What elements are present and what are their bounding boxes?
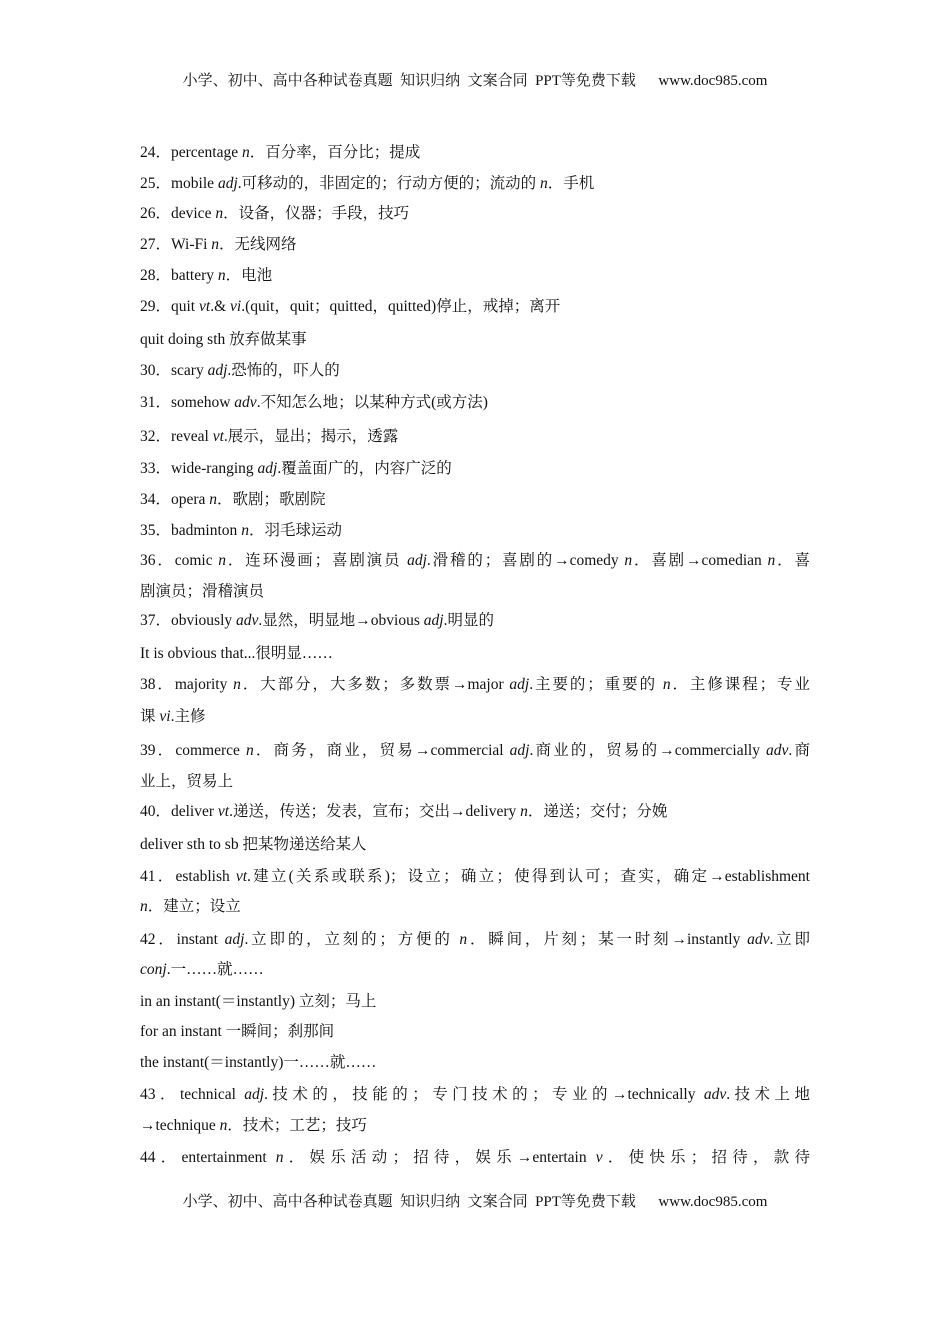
vocabulary-line [140,427,810,447]
line-text: ．羽毛球运动 [248,522,342,539]
vocabulary-line [140,521,810,541]
part-of-speech: v [595,1149,603,1166]
line-text: 33．wide-ranging [140,460,258,477]
vocabulary-line [140,266,810,286]
vocabulary-line [140,897,810,917]
line-text: 36．comic [140,552,219,569]
part-of-speech: n [219,1117,228,1134]
line-text: 43．technical [140,1086,245,1103]
part-of-speech: conj [140,961,167,978]
line-text: .可移动的，非固定的；行动方便的；流动的 [237,175,541,192]
vocabulary-line [140,361,810,381]
part-of-speech: adv [766,742,789,759]
line-text: .(quit，quit；quitted，quitted)停止，戒掉；离开 [241,298,561,315]
part-of-speech: n [245,742,254,759]
line-text: .主修 [170,708,206,725]
vocabulary-line [140,297,810,317]
vocabulary-line [140,459,810,479]
vocabulary-line [140,611,810,631]
line-text: .展示，显出；揭示，透露 [223,428,399,445]
vocabulary-line [140,235,810,255]
line-text: ．喜剧→comedian [632,552,768,569]
line-text: 35．badminton [140,522,242,539]
part-of-speech: n [767,552,776,569]
vocabulary-line [140,835,810,855]
line-text: .技术的，技能的；专门技术的；专业的→technically [264,1086,704,1103]
line-text: 26．device [140,205,216,222]
line-text: ．无线网络 [219,236,297,253]
part-of-speech: adv [703,1086,727,1103]
line-text: ．使快乐；招待，款待 [602,1149,810,1166]
vocabulary-line [140,551,810,571]
line-text: .滑稽的；喜剧的→comedy [426,552,625,569]
line-text: .立即的，立刻的；方便的 [244,931,460,948]
vocabulary-line [140,772,810,792]
part-of-speech: adj [509,676,530,693]
vocabulary-line [140,1148,810,1168]
part-of-speech: vt [212,428,224,445]
vocabulary-line [140,393,810,413]
part-of-speech: adv [747,931,770,948]
line-text: 42．instant [140,931,225,948]
line-text: .显然，明显地→obvious [258,612,424,629]
part-of-speech: adj [509,742,530,759]
part-of-speech: n [241,522,249,539]
line-text: 28．battery [140,267,218,284]
vocabulary-line [140,1116,810,1136]
line-text: ．手机 [547,175,595,192]
part-of-speech: vt [199,298,211,315]
line-text: in an instant(＝instantly) 立刻；马上 [140,993,377,1010]
line-text: ．技术；工艺；技巧 [227,1117,367,1134]
line-text: 37．obviously [140,612,237,629]
line-text: ．连环漫画；喜剧演员 [226,552,408,569]
part-of-speech: n [140,898,148,915]
line-text: 32．reveal [140,428,213,445]
part-of-speech: n [242,144,250,161]
part-of-speech: adv [234,394,257,411]
line-text: 41．establish [140,868,236,885]
line-text: 44．entertainment [140,1149,276,1166]
line-text: 课 [140,708,160,725]
line-text: ．歌剧；歌剧院 [217,491,326,508]
page-header: 小学、初中、高中各种试卷真题 知识归纳 文案合同 PPT等免费下载 www.doc985.com [182,73,768,89]
line-text: ．百分率，百分比；提成 [249,144,421,161]
vocabulary-line [140,802,810,822]
line-text: ．电池 [225,267,273,284]
vocabulary-line [140,675,810,695]
part-of-speech: vt [235,868,248,885]
part-of-speech: n [459,931,468,948]
line-text: 30．scary [140,362,208,379]
line-text: 25．mobile [140,175,218,192]
part-of-speech: n [520,803,528,820]
line-text: .不知怎么地；以某种方式(或方法) [256,394,488,411]
part-of-speech: n [662,676,671,693]
line-text: 31．somehow [140,394,235,411]
line-text: .覆盖面广的，内容广泛的 [277,460,452,477]
vocabulary-line [140,204,810,224]
part-of-speech: n [215,205,224,222]
line-text: ．娱乐活动；招待，娱乐→entertain [283,1149,596,1166]
vocabulary-line [140,644,810,664]
part-of-speech: adj [407,552,427,569]
line-text: .主要的；重要的 [529,676,663,693]
vocabulary-line [140,1085,810,1105]
part-of-speech: n [540,175,548,192]
part-of-speech: n [218,552,227,569]
part-of-speech: n [217,267,226,284]
vocabulary-line [140,490,810,510]
line-text: 40．deliver [140,803,218,820]
line-text: .恐怖的，吓人的 [227,362,340,379]
line-text: 39．commerce [140,742,246,759]
line-text: .商业的，贸易的→commercially [529,742,767,759]
part-of-speech: n [624,552,633,569]
page-footer: 小学、初中、高中各种试卷真题 知识归纳 文案合同 PPT等免费下载 www.doc985.com [182,1194,768,1210]
vocabulary-line [140,992,810,1012]
part-of-speech: adv [236,612,259,629]
part-of-speech: n [211,236,220,253]
vocabulary-line [140,960,810,980]
line-text: quit doing sth 放弃做某事 [140,331,307,348]
line-text: .立即 [769,931,810,948]
part-of-speech: adj [257,460,278,477]
vocabulary-line [140,867,810,887]
line-text: 业上，贸易上 [140,773,234,790]
part-of-speech: vi [230,298,242,315]
part-of-speech: n [233,676,241,693]
line-text: 24．percentage [140,144,242,161]
line-text: ．大部分，大多数；多数票→major [240,676,510,693]
line-text: .明显的 [443,612,494,629]
line-text: for an instant 一瞬间；刹那间 [140,1023,335,1040]
part-of-speech: adj [244,1086,265,1103]
part-of-speech: n [275,1149,284,1166]
line-text: ．瞬间，片刻；某一时刻→instantly [467,931,748,948]
line-text: ．主修课程；专业 [670,676,810,693]
line-text: →technique [140,1117,220,1134]
part-of-speech: adj [224,931,245,948]
part-of-speech: n [209,491,218,508]
line-text: ．建立；设立 [147,898,241,915]
line-text: .一……就…… [166,961,264,978]
vocabulary-line [140,930,810,950]
line-text: 34．opera [140,491,210,508]
part-of-speech: vt [217,803,230,820]
part-of-speech: adj [217,175,238,192]
vocabulary-line [140,330,810,350]
line-text: 29．quit [140,298,199,315]
vocabulary-line [140,174,810,194]
line-text: deliver sth to sb 把某物递送给某人 [140,836,367,853]
line-text: ．喜 [775,552,810,569]
line-text: ．商务，商业，贸易→commercial [253,742,510,759]
line-text: .技术上地 [726,1086,810,1103]
line-text: .建立(关系或联系)；设立；确立；使得到认可；查实，确定→establishment [247,868,810,885]
line-text: .递送，传送；发表，宣布；交出→delivery [229,803,521,820]
line-text: 27．Wi-Fi [140,236,212,253]
vocabulary-line [140,582,810,602]
line-text: ．递送；交付；分娩 [527,803,668,820]
line-text: .& [210,298,230,315]
part-of-speech: adj [423,612,444,629]
line-text: It is obvious that...很明显…… [140,645,333,662]
part-of-speech: adj [207,362,228,379]
vocabulary-line [140,143,810,163]
line-text: .商 [788,742,810,759]
part-of-speech: vi [159,708,171,725]
line-text: ．设备，仪器；手段，技巧 [223,205,410,222]
vocabulary-line [140,707,810,727]
line-text: the instant(＝instantly)一……就…… [140,1054,377,1071]
line-text: 38．majority [140,676,234,693]
vocabulary-line [140,1022,810,1042]
vocabulary-line [140,1053,810,1073]
vocabulary-line [140,741,810,761]
line-text: 剧演员；滑稽演员 [140,583,265,600]
